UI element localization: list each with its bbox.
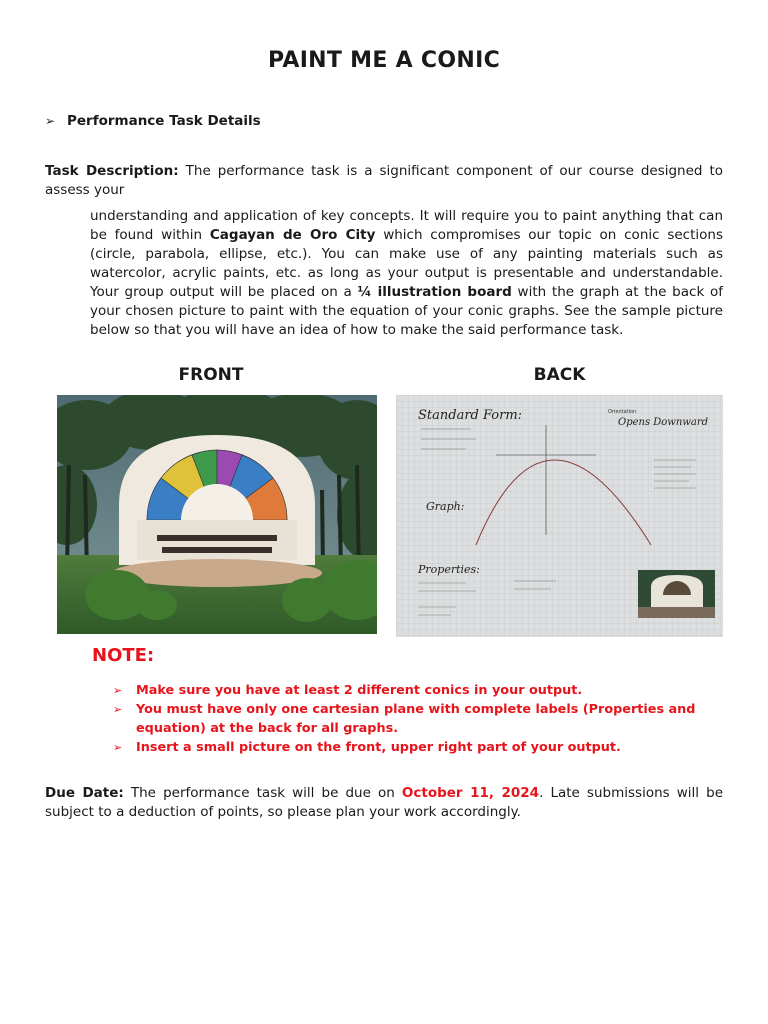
task-body-text-2: which compromises our topic on conic sections (circle, parabola, ellipse, etc.). You can make use of any painting materials such as watercolor, acrylic paints, etc. as long as your output is presentable and understandable. Your group output will be placed on a [90,227,723,300]
orientation-label: Orientation [608,409,637,415]
section-heading-text: Performance Task Details [67,113,261,129]
opens-downward-text: Opens Downward [618,417,709,428]
task-description-label: Task Description: [45,163,179,179]
note-item-text: Insert a small picture on the front, upper right part of your output. [136,740,621,755]
task-description-body [90,207,723,340]
arrow-bullet-icon: ➢ [45,114,56,128]
note-item [113,681,725,700]
section-heading [45,113,261,129]
board-size: ¼ illustration board [357,284,512,300]
due-text-1: The performance task will be due on [123,785,402,801]
graph-heading: Graph: [426,500,465,513]
note-item [113,738,725,757]
arrow-bullet-icon: ➢ [113,741,123,754]
document-title: PAINT ME A CONIC [267,48,501,73]
note-heading: NOTE: [92,645,155,666]
front-label: FRONT [178,365,244,385]
task-description-intro [45,162,723,200]
note-item-text: Make sure you have at least 2 different conics in your output. [136,683,583,698]
task-body-text-1: understanding and application of key concepts. It will require you to paint anything that can be found within [90,208,723,243]
back-graph-image [396,395,723,637]
due-text-2: . Late submissions will be subject to a deduction of points, so please plan your work accordingly. [45,785,724,820]
note-item [113,700,725,738]
due-date-paragraph [45,784,723,822]
task-body-text-3: with the graph at the back of your chosen picture to paint with the equation of your conic graphs. See the sample picture below so that you will have an idea of how to make the said performance task. [90,284,723,338]
arrow-bullet-icon: ➢ [113,703,123,716]
city-name: Cagayan de Oro City [209,227,376,243]
note-item-text: You must have only one cartesian plane with complete labels (Properties and equation) at the back for all graphs. [136,702,696,736]
due-date-label: Due Date: [45,785,124,801]
note-list [113,681,725,757]
properties-heading: Properties: [418,563,480,576]
front-painting-image [57,395,377,634]
due-date-value: October 11, 2024 [401,785,540,801]
task-intro-text: The performance task is a significant component of our course designed to assess your [45,163,723,198]
back-label: BACK [533,365,586,385]
arrow-bullet-icon: ➢ [113,684,123,697]
standard-form-heading: Standard Form: [418,408,523,423]
